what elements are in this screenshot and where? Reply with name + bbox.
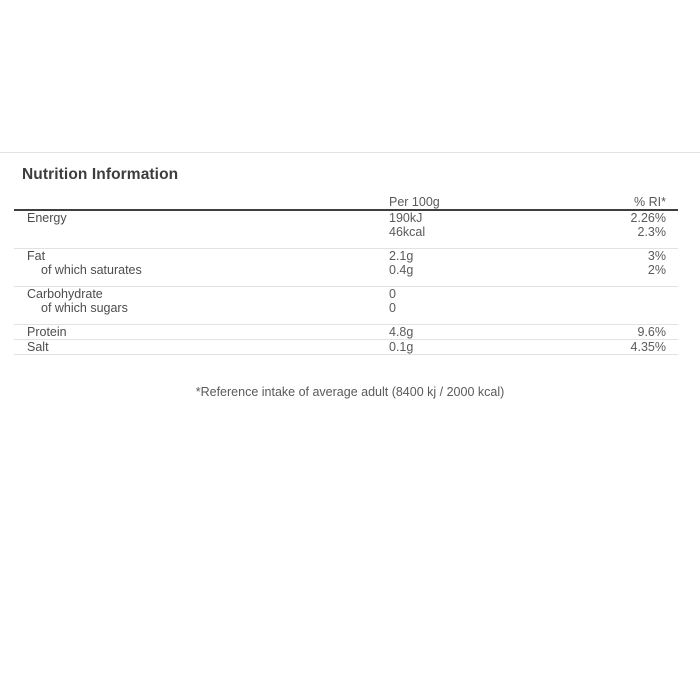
nutrient-label: Salt: [14, 340, 389, 355]
nutrient-value-per-100g: 190kJ: [389, 211, 423, 225]
nutrient-value-ri: 3%: [564, 249, 678, 264]
table-row: [14, 249, 678, 264]
nutrition-table: [14, 195, 678, 354]
table-row: [14, 225, 678, 249]
table-header-row: [14, 195, 678, 210]
page-title: Nutrition Information: [22, 166, 179, 183]
reference-intake-footnote: *Reference intake of average adult (8400 kj / 2000 kcal): [195, 385, 505, 399]
nutrient-value-per-100g: 0: [389, 287, 564, 302]
nutrient-label: Energy: [27, 211, 67, 225]
nutrient-value-per-100g: 0.1g: [389, 340, 564, 355]
nutrient-label: Carbohydrate: [14, 287, 389, 302]
nutrient-label: Fat: [14, 249, 389, 264]
nutrient-value-ri: 2.26%: [630, 211, 666, 225]
nutrient-value-per-100g: 0.4g: [389, 263, 414, 277]
table-row: [14, 287, 678, 302]
table-body: [14, 210, 678, 354]
table-row: [14, 301, 678, 325]
nutrient-value-per-100g: 46kcal: [389, 225, 426, 239]
nutrient-value-ri: [564, 301, 678, 325]
nutrient-value-ri: [564, 287, 678, 302]
column-header-nutrient: [14, 195, 389, 210]
nutrient-label: Protein: [14, 325, 389, 340]
nutrient-value-per-100g: 2.1g: [389, 249, 564, 264]
nutrient-value-ri: 2%: [647, 263, 666, 277]
column-header-per-100g: Per 100g: [389, 195, 564, 210]
nutrient-label: [14, 225, 389, 249]
table-row: [14, 210, 678, 225]
nutrient-value-ri: 4.35%: [564, 340, 678, 355]
table-header: [14, 195, 678, 210]
table-row: [14, 325, 678, 340]
nutrient-value-per-100g: 0: [389, 301, 396, 315]
nutrition-information-panel: [0, 152, 700, 399]
nutrient-value-ri: 2.3%: [637, 225, 666, 239]
nutrient-label: of which sugars: [41, 301, 128, 315]
nutrient-label: of which saturates: [41, 263, 142, 277]
table-row: [14, 263, 678, 287]
column-header-ri: % RI*: [564, 195, 678, 210]
nutrient-value-ri: 9.6%: [564, 325, 678, 340]
table-row: [14, 340, 678, 355]
nutrient-value-per-100g: 4.8g: [389, 325, 564, 340]
